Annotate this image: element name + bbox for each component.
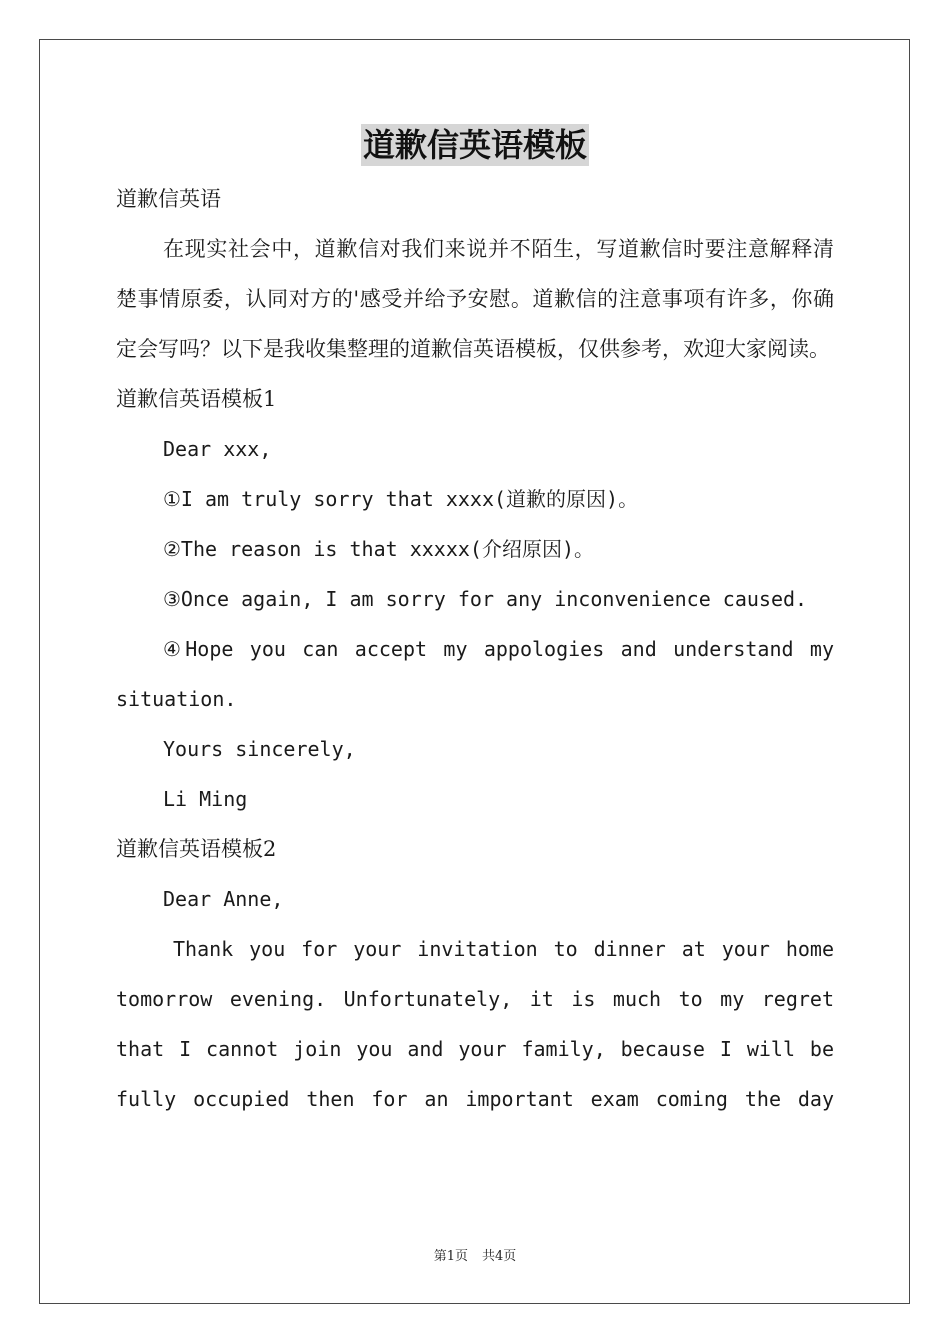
template1-line4: ④Hope you can accept my appologies and understand my situation. — [116, 637, 834, 711]
page-number: 第1页 — [433, 1249, 468, 1264]
template1-closing: Yours sincerely, — [163, 737, 356, 761]
title-container — [116, 124, 834, 174]
page-footer — [0, 1245, 950, 1264]
template1-line2: ②The reason is that xxxxx(介绍原因)。 — [163, 537, 594, 561]
intro-paragraph: 在现实社会中，道歉信对我们来说并不陌生，写道歉信时要注意解释清楚事情原委，认同对方的'感受并给予安慰。道歉信的注意事项有许多，你确定会写吗？以下是我收集整理的道歉信英语模板，仅供参考，欢迎大家阅读。 — [116, 237, 834, 361]
template1-heading: 道歉信英语模板1 — [116, 387, 277, 411]
page-total: 共4页 — [482, 1249, 517, 1264]
document-body — [116, 124, 834, 1124]
template2-body: Thank you for your invitation to dinner at your home tomorrow evening. Unfortunately, it is much to my regret that I cannot join you and your family, because I will be fully occupied then for an important exam coming the day — [116, 937, 834, 1111]
template2-heading: 道歉信英语模板2 — [116, 837, 277, 861]
template1-greeting: Dear xxx, — [163, 437, 272, 461]
template2-greeting: Dear Anne, — [163, 887, 284, 911]
template1-line3: ③Once again, I am sorry for any inconvenience caused. — [163, 587, 808, 611]
document-title: 道歉信英语模板 — [362, 126, 587, 164]
intro-heading: 道歉信英语 — [116, 187, 221, 211]
template1-signature: Li Ming — [163, 787, 248, 811]
template1-line1: ①I am truly sorry that xxxx(道歉的原因)。 — [163, 487, 639, 511]
